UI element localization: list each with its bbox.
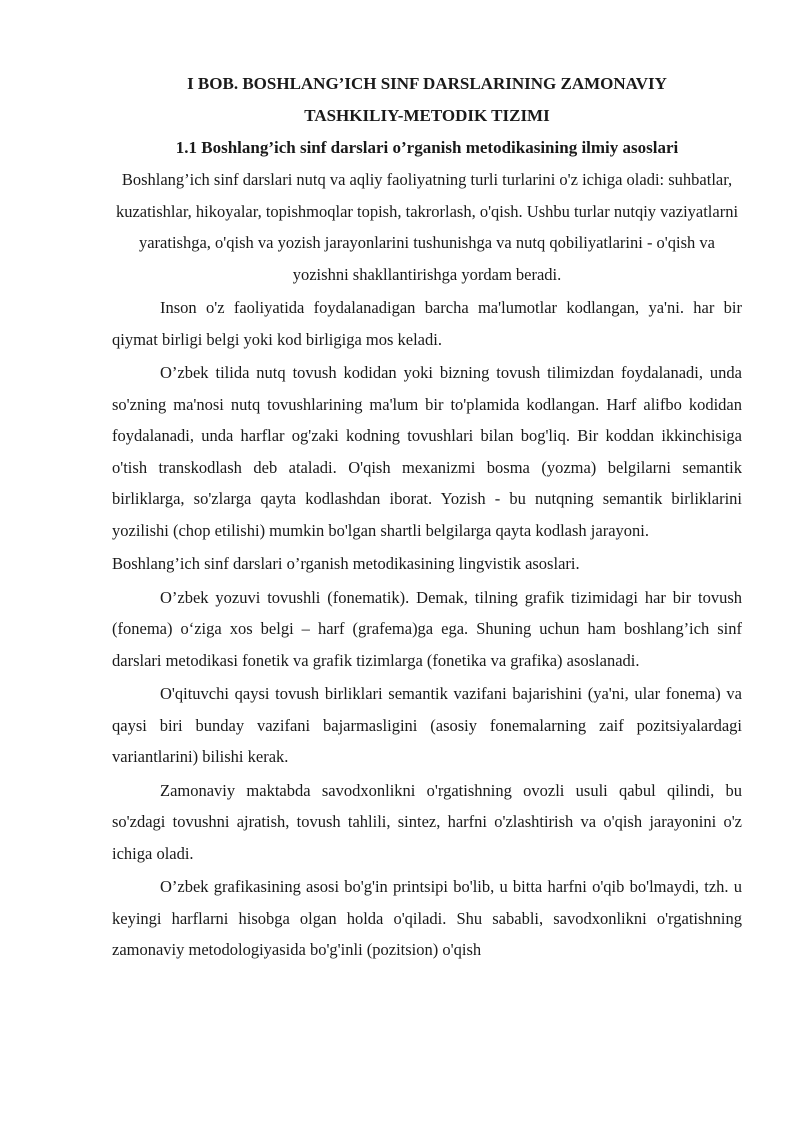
paragraph-graphics: O’zbek grafikasining asosi bo'g'in printsipi bo'lib, u bitta harfni o'qib bo'lmaydi, tzh. u keyingi harflarni hisobga olgan holda o'qiladi. Shu sababli, savodxonlikni o'rgatishning zamonaviy metodologiyasida bo'g'inli (pozitsion) o'qish bbox=[112, 877, 742, 959]
paragraph-phonemic: O’zbek yozuvi tovushli (fonematik). Demak, tilning grafik tizimidagi har bir tovush (fonema) o‘ziga xos belgi – harf (grafema)ga ega. Shuning uchun ham boshlang’ich sinf darslari metodikasi fonetik va grafik tizimlarga (fonetika va grafika) asoslanadi. bbox=[112, 587, 742, 670]
paragraph-linguistic-heading: Boshlang’ich sinf darslari o’rganish metodikasining lingvistik asoslari. bbox=[112, 554, 580, 573]
paragraph-intro: Boshlang’ich sinf darslari nutq va aqliy faoliyatning turli turlarini o'z ichiga oladi: suhbatlar, kuzatishlar, hikoyalar, topishmoqlar topish, takrorlash, o'qish. Ushbu turlar nutqiy vaziyatlarni yaratishga, o'qish va yozish jarayonlarini tushunishga va nutq qobiliyatlarini - o'qish va yozishni shakllantirishga yordam beradi. bbox=[115, 170, 739, 284]
paragraph-teacher: O'qituvchi qaysi tovush birliklari semantik vazifani bajarishini (ya'ni, ular fonema) va qaysi biri bunday vazifani bajarmasligini (asosiy fonemalarning zaif pozitsiyalardagi variantlarini) bilishi kerak. bbox=[112, 684, 742, 766]
paragraph-coding: Inson o'z faoliyatida foydalanadigan barcha ma'lumotlar kodlangan, ya'ni. har bir qiymat birligi belgi yoki kod birligiga mos keladi. bbox=[112, 298, 742, 349]
paragraph-sound-code: O’zbek tilida nutq tovush kodidan yoki bizning tovush tilimizdan foydalanadi, unda so'zning ma'nosi nutq tovushlarining ma'lum bir to'plamida kodlangan. Harf alifbo kodidan foydalanadi, unda harflar og'zaki kodning tovushlari bilan bog'liq. Bir koddan ikkinchisiga o'tish transkodlash deb ataladi. O'qish mexanizmi bosma (yozma) belgilarni semantik birliklarga, so'zlarga qayta kodlashdan iborat. Yozish - bu nutqning semantik birliklarini yozilishi (chop etilishi) mumkin bo'lgan shartli belgilarga qayta kodlash jarayoni. bbox=[112, 363, 742, 540]
chapter-title-line2: TASHKILIY-METODIK TIZIMI bbox=[304, 106, 550, 125]
chapter-title-line1: I BOB. BOSHLANG’ICH SINF DARSLARINING ZAMONAVIY bbox=[187, 74, 667, 93]
paragraph-modern-school: Zamonaviy maktabda savodxonlikni o'rgatishning ovozli usuli qabul qilindi, bu so'zdagi tovushni ajratish, tovush tahlili, sintez, harfni o'zlashtirish va o'qish jarayonini o'z ichiga oladi. bbox=[112, 780, 742, 863]
section-title: 1.1 Boshlang’ich sinf darslari o’rganish metodikasining ilmiy asoslari bbox=[175, 138, 679, 157]
document-page bbox=[112, 68, 742, 966]
